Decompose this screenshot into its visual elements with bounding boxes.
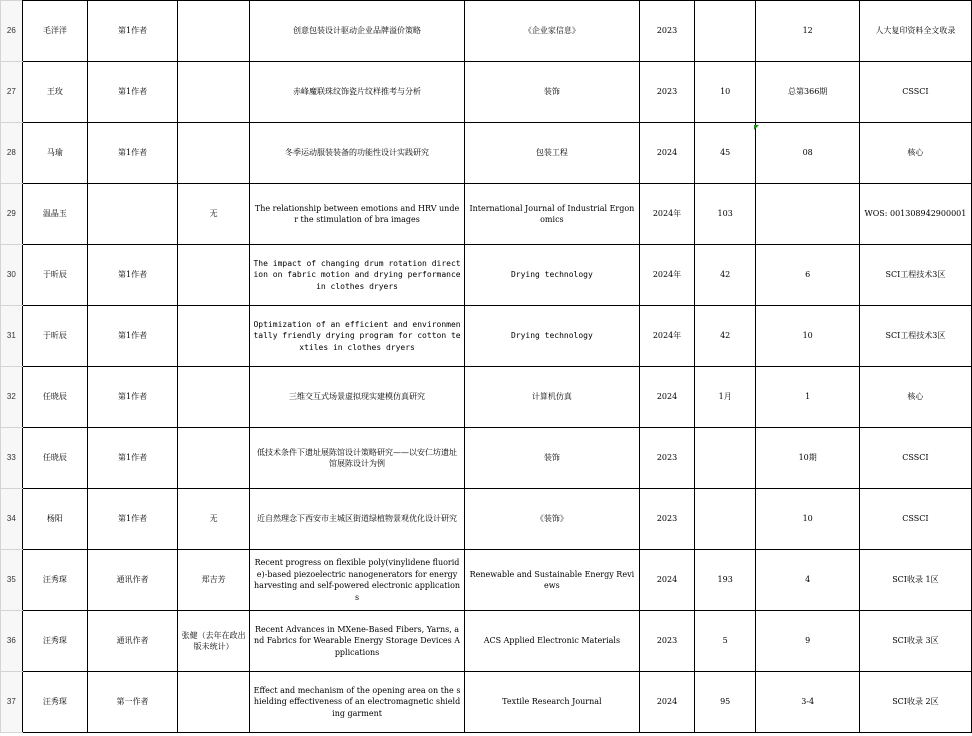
journal-cell[interactable]: Drying technology (464, 245, 639, 306)
year-cell[interactable]: 2024年 (640, 245, 695, 306)
volume-cell[interactable]: 103 (694, 184, 756, 245)
paper-title-cell[interactable]: Effect and mechanism of the opening area on the shielding effectiveness of an electromagnetic shielding garment (250, 672, 464, 733)
paper-title-cell[interactable]: 赤峰魔联珠纹饰瓷片纹样推考与分析 (250, 62, 464, 123)
issue-cell[interactable]: 1 (756, 367, 859, 428)
co-author-cell[interactable] (177, 367, 250, 428)
volume-cell[interactable] (694, 428, 756, 489)
paper-title-cell[interactable]: Recent Advances in MXene-Based Fibers, Yarns, and Fabrics for Wearable Energy Storage Devices Applications (250, 611, 464, 672)
index-level-cell[interactable]: 核心 (859, 367, 971, 428)
author-role-cell[interactable]: 第1作者 (88, 428, 178, 489)
author-cell[interactable]: 杨阳 (22, 489, 87, 550)
issue-cell[interactable] (756, 184, 859, 245)
author-cell[interactable]: 毛洋洋 (22, 1, 87, 62)
index-level-cell[interactable]: 核心 (859, 123, 971, 184)
co-author-cell[interactable] (177, 245, 250, 306)
co-author-cell[interactable]: 郑吉芳 (177, 550, 250, 611)
volume-cell[interactable]: 42 (694, 245, 756, 306)
author-role-cell[interactable]: 第1作者 (88, 306, 178, 367)
co-author-cell[interactable] (177, 123, 250, 184)
year-cell[interactable]: 2024 (640, 367, 695, 428)
author-cell[interactable]: 汪秀琛 (22, 550, 87, 611)
year-cell[interactable]: 2024 (640, 123, 695, 184)
paper-title-cell[interactable]: 冬季运动服装装备的功能性设计实践研究 (250, 123, 464, 184)
table-row[interactable] (1, 550, 972, 611)
table-row[interactable] (1, 428, 972, 489)
index-level-cell[interactable]: SCI收录 2区 (859, 672, 971, 733)
index-level-cell[interactable]: CSSCI (859, 428, 971, 489)
issue-cell[interactable]: 08 (756, 123, 859, 184)
journal-cell[interactable]: Textile Research Journal (464, 672, 639, 733)
paper-title-cell[interactable]: 近自然理念下西安市主城区街道绿植物景观优化设计研究 (250, 489, 464, 550)
year-cell[interactable]: 2024 (640, 672, 695, 733)
author-cell[interactable]: 任晓辰 (22, 428, 87, 489)
year-cell[interactable]: 2024年 (640, 184, 695, 245)
volume-cell[interactable]: 42 (694, 306, 756, 367)
paper-title-cell[interactable]: 三维交互式场景虚拟现实建模仿真研究 (250, 367, 464, 428)
table-row[interactable] (1, 123, 972, 184)
author-cell[interactable]: 任晓辰 (22, 367, 87, 428)
year-cell[interactable]: 2023 (640, 428, 695, 489)
index-level-cell[interactable]: 人大复印资料全文收录 (859, 1, 971, 62)
year-cell[interactable]: 2023 (640, 489, 695, 550)
table-row[interactable] (1, 1, 972, 62)
author-role-cell[interactable]: 第1作者 (88, 123, 178, 184)
volume-cell[interactable]: 1月 (694, 367, 756, 428)
paper-title-cell[interactable]: Recent progress on flexible poly(vinylidene fluoride)-based piezoelectric nanogenerators for energy harvesting and self-powered electronic applications (250, 550, 464, 611)
author-cell[interactable]: 马瑜 (22, 123, 87, 184)
co-author-cell[interactable] (177, 306, 250, 367)
author-cell[interactable]: 王玫 (22, 62, 87, 123)
index-level-cell[interactable]: CSSCI (859, 489, 971, 550)
issue-cell[interactable]: 6 (756, 245, 859, 306)
year-cell[interactable]: 2024年 (640, 306, 695, 367)
journal-cell[interactable]: 《企业家信息》 (464, 1, 639, 62)
table-row[interactable] (1, 672, 972, 733)
table-row[interactable] (1, 367, 972, 428)
journal-cell[interactable]: 计算机仿真 (464, 367, 639, 428)
index-level-cell[interactable]: WOS: 001308942900001 (859, 184, 971, 245)
row-number[interactable]: 29 (1, 184, 23, 245)
co-author-cell[interactable] (177, 428, 250, 489)
author-role-cell[interactable]: 通讯作者 (88, 611, 178, 672)
issue-cell[interactable]: 10 (756, 489, 859, 550)
volume-cell[interactable]: 95 (694, 672, 756, 733)
co-author-cell[interactable] (177, 62, 250, 123)
author-role-cell[interactable]: 通讯作者 (88, 550, 178, 611)
row-number[interactable]: 26 (1, 1, 23, 62)
row-number[interactable]: 36 (1, 611, 23, 672)
co-author-cell[interactable] (177, 1, 250, 62)
journal-cell[interactable]: 装饰 (464, 428, 639, 489)
row-number[interactable]: 33 (1, 428, 23, 489)
author-role-cell[interactable]: 第1作者 (88, 489, 178, 550)
row-number[interactable]: 28 (1, 123, 23, 184)
author-role-cell[interactable]: 第1作者 (88, 62, 178, 123)
paper-title-cell[interactable]: The relationship between emotions and HRV under the stimulation of bra images (250, 184, 464, 245)
table-row[interactable] (1, 306, 972, 367)
journal-cell[interactable]: 包装工程 (464, 123, 639, 184)
sheet-body (1, 1, 972, 733)
journal-cell[interactable]: International Journal of Industrial Ergonomics (464, 184, 639, 245)
volume-cell[interactable]: 5 (694, 611, 756, 672)
year-cell[interactable]: 2023 (640, 1, 695, 62)
volume-cell[interactable]: 10 (694, 62, 756, 123)
author-cell[interactable]: 于昕辰 (22, 245, 87, 306)
table-row[interactable] (1, 245, 972, 306)
author-cell[interactable]: 温晶玉 (22, 184, 87, 245)
index-level-cell[interactable]: SCI收录 1区 (859, 550, 971, 611)
issue-cell[interactable]: 10 (756, 306, 859, 367)
journal-cell[interactable]: Renewable and Sustainable Energy Reviews (464, 550, 639, 611)
row-number[interactable]: 31 (1, 306, 23, 367)
issue-cell[interactable]: 10期 (756, 428, 859, 489)
journal-cell[interactable]: 装饰 (464, 62, 639, 123)
journal-cell[interactable]: Drying technology (464, 306, 639, 367)
issue-cell[interactable]: 12 (756, 1, 859, 62)
table-row[interactable] (1, 489, 972, 550)
issue-cell[interactable]: 4 (756, 550, 859, 611)
author-role-cell[interactable]: 第1作者 (88, 245, 178, 306)
volume-cell[interactable]: 193 (694, 550, 756, 611)
issue-cell[interactable]: 3-4 (756, 672, 859, 733)
author-cell[interactable]: 汪秀琛 (22, 611, 87, 672)
row-number[interactable]: 34 (1, 489, 23, 550)
co-author-cell[interactable] (177, 672, 250, 733)
co-author-cell[interactable]: 张健（去年在政出版未统计） (177, 611, 250, 672)
index-level-cell[interactable]: SCI收录 3区 (859, 611, 971, 672)
paper-title-cell[interactable]: 创意包装设计驱动企业品牌溢价策略 (250, 1, 464, 62)
author-role-cell[interactable] (88, 184, 178, 245)
year-cell[interactable]: 2024 (640, 550, 695, 611)
volume-cell[interactable]: 45 (694, 123, 756, 184)
journal-cell[interactable]: 《装饰》 (464, 489, 639, 550)
paper-title-cell[interactable]: 低技术条件下遗址展陈馆设计策略研究——以安仁坊遗址馆展陈设计为例 (250, 428, 464, 489)
row-number[interactable]: 27 (1, 62, 23, 123)
table-row[interactable] (1, 62, 972, 123)
row-number[interactable]: 37 (1, 672, 23, 733)
year-cell[interactable]: 2023 (640, 611, 695, 672)
paper-title-cell[interactable]: Optimization of an efficient and environmentally friendly drying program for cotton textiles in clothes dryers (250, 306, 464, 367)
index-level-cell[interactable]: SCI工程技术3区 (859, 245, 971, 306)
author-role-cell[interactable]: 第1作者 (88, 367, 178, 428)
author-role-cell[interactable]: 第1作者 (88, 1, 178, 62)
year-cell[interactable]: 2023 (640, 62, 695, 123)
paper-title-cell[interactable]: The impact of changing drum rotation direction on fabric motion and drying performance in clothes dryers (250, 245, 464, 306)
volume-cell[interactable] (694, 1, 756, 62)
co-author-cell[interactable]: 无 (177, 184, 250, 245)
author-cell[interactable]: 汪秀琛 (22, 672, 87, 733)
author-cell[interactable]: 于昕辰 (22, 306, 87, 367)
index-level-cell[interactable]: CSSCI (859, 62, 971, 123)
journal-cell[interactable]: ACS Applied Electronic Materials (464, 611, 639, 672)
volume-cell[interactable] (694, 489, 756, 550)
co-author-cell[interactable]: 无 (177, 489, 250, 550)
issue-cell[interactable]: 9 (756, 611, 859, 672)
table-row[interactable] (1, 184, 972, 245)
row-number[interactable]: 30 (1, 245, 23, 306)
author-role-cell[interactable]: 第一作者 (88, 672, 178, 733)
row-number[interactable]: 35 (1, 550, 23, 611)
cell-comment-indicator-icon[interactable] (754, 125, 759, 130)
row-number[interactable]: 32 (1, 367, 23, 428)
index-level-cell[interactable]: SCI工程技术3区 (859, 306, 971, 367)
issue-cell[interactable]: 总第366期 (756, 62, 859, 123)
table-row[interactable] (1, 611, 972, 672)
